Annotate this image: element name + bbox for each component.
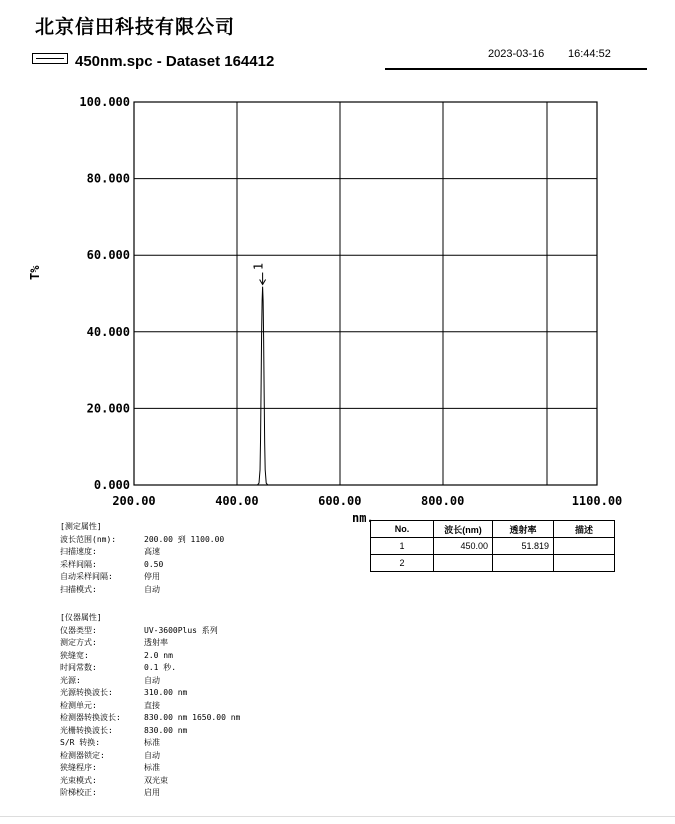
property-row: [60, 534, 224, 547]
chart-series: [257, 287, 267, 485]
chart-grid: [134, 102, 597, 485]
dataset-title: 450nm.spc - Dataset 164412: [75, 53, 275, 70]
property-key: 时间常数:: [60, 663, 97, 672]
legend-line-icon: [32, 53, 68, 64]
measurement-properties: [60, 521, 224, 596]
property-row: [60, 712, 240, 725]
property-row: [60, 625, 240, 638]
property-key: 测定方式:: [60, 638, 97, 647]
property-row: [60, 571, 224, 584]
y-tick-label: 60.000: [86, 248, 130, 263]
property-key: 阶梯校正:: [60, 788, 97, 797]
property-key: 光栅转换波长:: [60, 725, 113, 735]
property-row: [60, 675, 240, 688]
property-key: 光源:: [60, 675, 81, 685]
instrument-properties-title: [仪器属性]: [60, 613, 102, 622]
peak-marker: [252, 263, 266, 285]
property-value: 双光束: [144, 775, 168, 785]
x-tick-label: 400.00: [215, 494, 259, 508]
page-bottom-edge: [0, 816, 675, 817]
cell-description: [554, 555, 615, 572]
x-tick-labels: [112, 494, 622, 508]
property-key: 扫描模式:: [60, 584, 97, 594]
property-key: 波长范围(nm):: [60, 534, 117, 544]
cell-wavelength: 450.00: [434, 538, 493, 555]
property-key: 光源转换波长:: [60, 688, 113, 697]
property-value: 透射率: [144, 638, 168, 647]
plot-frame: [134, 102, 597, 485]
property-key: 自动采样间隔:: [60, 572, 113, 581]
company-name: 北京信田科技有限公司: [35, 17, 236, 38]
peak-table-header: [371, 521, 615, 538]
property-value: 直接: [144, 700, 160, 710]
property-key: S/R 转换:: [60, 738, 101, 747]
series-line: [257, 287, 267, 485]
y-tick-label: 20.000: [86, 401, 130, 416]
property-value: 自动: [144, 750, 160, 760]
cell-no: 2: [371, 555, 434, 572]
x-tick-label: 800.00: [420, 494, 465, 508]
report-time: 16:44:52: [568, 48, 611, 60]
col-header-wavelength: 波长(nm): [434, 521, 493, 538]
property-key: 采样间隔:: [60, 559, 97, 569]
property-key: 狭缝宽:: [60, 650, 89, 660]
header-divider: [385, 68, 647, 70]
cell-transmittance: [493, 555, 554, 572]
property-row: [60, 584, 224, 597]
property-key: 检测器锁定:: [60, 750, 105, 760]
property-value: 自动: [144, 675, 160, 685]
cell-description: [554, 538, 615, 555]
property-row: [60, 762, 240, 775]
property-value: 标准: [144, 763, 160, 772]
y-tick-labels: [79, 95, 130, 492]
property-row: [60, 559, 224, 572]
property-row: [60, 700, 240, 713]
peak-table: [370, 520, 615, 572]
property-value: 高速: [144, 547, 160, 556]
property-value: 标准: [144, 738, 160, 747]
col-header-transmittance: 透射率: [493, 521, 554, 538]
cell-no: 1: [371, 538, 434, 555]
x-axis-label: nm.: [352, 511, 374, 525]
property-value: 830.00 nm: [144, 725, 188, 735]
property-row: [60, 750, 240, 763]
table-row: [371, 538, 615, 555]
report-date: 2023-03-16: [488, 48, 545, 60]
property-value: 200.00 到 1100.00: [144, 534, 225, 544]
y-tick-label: 40.000: [86, 324, 130, 339]
property-row: [60, 546, 224, 559]
cell-wavelength: [434, 555, 493, 572]
cell-transmittance: 51.819: [493, 538, 554, 555]
property-key: 检测器转换波长:: [60, 713, 121, 722]
col-header-no: No.: [371, 521, 434, 538]
instrument-properties: [60, 612, 240, 800]
property-value: UV-3600Plus 系列: [144, 625, 218, 635]
property-value: 停用: [144, 572, 160, 581]
y-tick-label: 100.000: [79, 95, 130, 109]
measurement-properties-title: [测定属性]: [60, 522, 102, 531]
property-value: 0.1 秒.: [144, 663, 177, 672]
y-tick-label: 0.000: [93, 478, 130, 492]
property-row: [60, 637, 240, 650]
x-tick-label: 200.00: [112, 494, 156, 508]
property-row: [60, 737, 240, 750]
peak-label: 1: [251, 262, 266, 271]
property-value: 启用: [144, 788, 160, 797]
x-tick-label: 600.00: [318, 494, 362, 508]
property-key: 仪器类型:: [60, 625, 97, 635]
y-axis-label: T%: [28, 265, 42, 280]
property-value: 830.00 nm 1650.00 nm: [144, 713, 241, 722]
x-tick-label: 1100.00: [571, 494, 623, 508]
property-row: [60, 787, 240, 800]
y-tick-label: 80.000: [86, 171, 130, 186]
property-row: [60, 725, 240, 738]
table-row: [371, 555, 615, 572]
property-row: [60, 662, 240, 675]
property-key: 狭缝程序:: [60, 763, 97, 772]
property-row: [60, 687, 240, 700]
property-key: 检测单元:: [60, 700, 97, 710]
property-value: 0.50: [144, 559, 164, 569]
property-value: 2.0 nm: [144, 650, 173, 660]
property-row: [60, 650, 240, 663]
property-row: [60, 775, 240, 788]
property-value: 310.00 nm: [144, 688, 188, 697]
property-key: 扫描速度:: [60, 547, 97, 556]
spectrum-chart: [0, 90, 675, 530]
col-header-description: 描述: [554, 521, 615, 538]
property-value: 自动: [144, 584, 160, 594]
property-key: 光束模式:: [60, 775, 97, 785]
